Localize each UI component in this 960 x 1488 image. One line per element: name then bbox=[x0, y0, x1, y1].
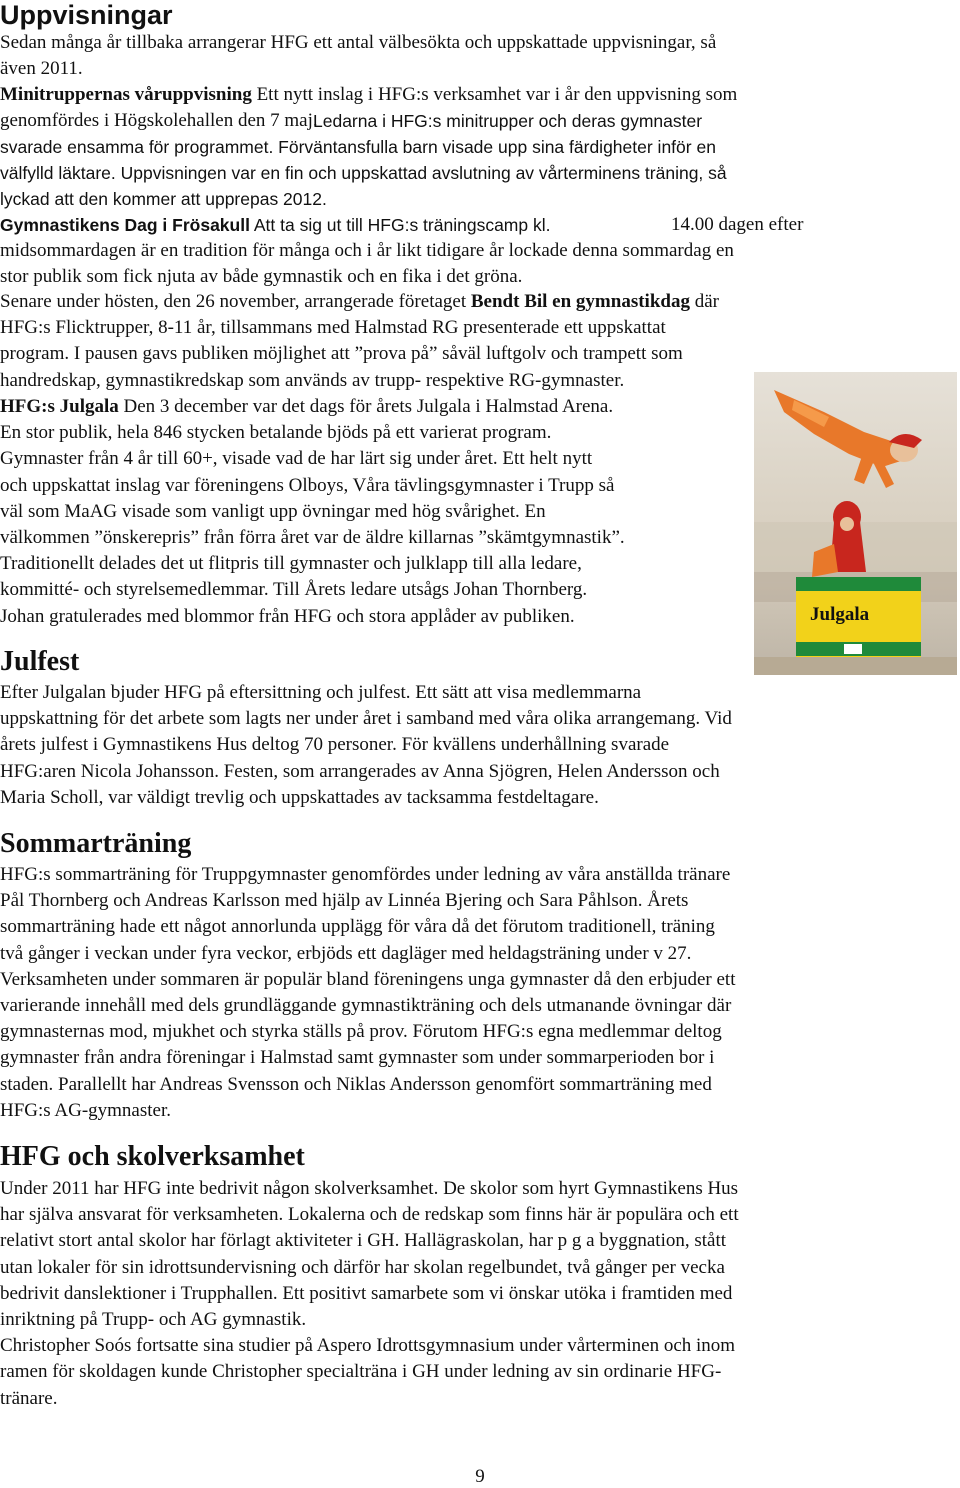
text-line: program. I pausen gavs publiken möjlighet att ”prova på” såväl luftgolv och trampett som bbox=[0, 343, 683, 365]
text-segment: Den 3 december var det dags för årets Julgala i Halmstad Arena. bbox=[118, 396, 614, 417]
text-line: välkommen ”önskerepris” från förra året var de äldre killarnas ”skämtgymnastik”. bbox=[0, 527, 625, 549]
gymnast-photo-drawing bbox=[754, 372, 957, 675]
text-line: även 2011. bbox=[0, 58, 83, 80]
text-line: HFG:s sommarträning för Truppgymnaster genomfördes under ledning av våra anställda tränare bbox=[0, 864, 731, 885]
text-segment: 14.00 dagen efter bbox=[671, 214, 804, 235]
inline-heading-julgala: HFG:s Julgala bbox=[0, 396, 119, 417]
text-line: uppskattning för det arbete som lagts ner under året i samband med våra olika arrangemang. Vid bbox=[0, 708, 732, 730]
photo-caption: Julgala bbox=[810, 604, 870, 625]
inline-heading-gymnastikdag: Gymnastikens Dag i Frösakull bbox=[0, 215, 250, 235]
text-line: handredskap, gymnastikredskap som används av trupp- respektive RG-gymnaster. bbox=[0, 369, 625, 391]
page-number: 9 bbox=[475, 1466, 485, 1487]
paragraph-sommartraning bbox=[0, 862, 960, 1124]
text-line: Christopher Soós fortsatte sina studier på Aspero Idrottsgymnasium under vårterminen och inom bbox=[0, 1335, 736, 1357]
text-line: midsommardagen är en tradition för många och i år likt tidigare år lockade denna sommardag en bbox=[0, 240, 734, 261]
text-line: En stor publik, hela 846 stycken betalande bjöds på ett varierat program. bbox=[0, 422, 552, 444]
text-line: relativt stort antal skolor har förlagt aktiviteter i GH. Hallägraskolan, har p g a byggnation, stått bbox=[0, 1230, 727, 1252]
text-line: två gånger i veckan under fyra veckor, erbjöds ett dagläger med heldagsträning under v 27. bbox=[0, 942, 692, 964]
text-line: sommarträning hade ett något annorlunda upplägg för våra då det förutom traditionell, träning bbox=[0, 916, 715, 938]
section-title-julfest: Julfest bbox=[0, 646, 80, 677]
text-line: Gymnaster från 4 år till 60+, visade vad de har lärt sig under året. Ett helt nytt bbox=[0, 448, 593, 470]
text-line: bedrivit danslektioner i Trupphallen. Ett positivt samarbete som vi önskar utöka i framtiden med bbox=[0, 1282, 733, 1304]
text-line: gymnasternas mod, mjukhet och styrka ställs på prov. Förutom HFG:s egna medlemmar deltog bbox=[0, 1021, 722, 1043]
text-line: HFG:aren Nicola Johansson. Festen, som arrangerades av Anna Sjögren, Helen Andersson och bbox=[0, 760, 720, 782]
text-line: genomfördes i Högskolehallen den 7 maj. bbox=[0, 110, 318, 132]
text-line: Pål Thornberg och Andreas Karlsson med hjälp av Linnéa Bjering och Sara Påhlson. Årets bbox=[0, 890, 689, 912]
text-line: inriktning på Trupp- och AG gymnastik. bbox=[0, 1309, 307, 1331]
text-line: kommitté- och styrelsemedlemmar. Till Årets ledare utsågs Johan Thornberg. bbox=[0, 579, 588, 601]
text-segment: Ett nytt inslag i HFG:s verksamhet var i år den uppvisning som bbox=[251, 84, 738, 105]
paragraph-julfest bbox=[0, 680, 960, 811]
text-segment: Att ta sig ut till HFG:s träningscamp kl. bbox=[249, 215, 551, 235]
paragraph-intro bbox=[0, 30, 960, 82]
text-segment: där bbox=[689, 291, 719, 312]
text-line: Sedan många år tillbaka arrangerar HFG ett antal välbesökta och uppskattade uppvisningar, så bbox=[0, 32, 717, 53]
text-line: gymnaster från andra föreningar i Halmstad samt gymnaster som under sommarperioden bor i bbox=[0, 1047, 715, 1069]
text-line: utan lokaler för sin idrottsundervisning och därför har skolan regelbundet, två gånger per vecka bbox=[0, 1256, 725, 1278]
text-line: staden. Parallellt har Andreas Svensson och Niklas Andersson genomfört sommarträning med bbox=[0, 1073, 712, 1095]
text-line: Efter Julgalan bjuder HFG på eftersittning och julfest. Ett sätt att visa medlemmarna bbox=[0, 682, 642, 703]
text-line: HFG:s AG-gymnaster. bbox=[0, 1099, 171, 1121]
text-line: tränare. bbox=[0, 1387, 58, 1409]
text-line: Traditionellt delades det ut flitpris till gymnaster och julklapp till alla ledare, bbox=[0, 553, 582, 575]
text-segment: Senare under hösten, den 26 november, arrangerade företaget bbox=[0, 291, 471, 312]
text-line: och uppskattat inslag var föreningens Olboys, Våra tävlingsgymnaster i Trupp så bbox=[0, 474, 615, 496]
text-line: lyckad att den kommer att upprepas 2012. bbox=[0, 189, 327, 209]
text-segment: Ledarna i HFG:s minitrupper och deras gymnaster bbox=[313, 111, 703, 131]
inline-heading-varuppvisning: Minitruppernas våruppvisning bbox=[0, 84, 252, 105]
text-line: väl som MaAG visade som vanligt upp övningar med hög svårighet. En bbox=[0, 500, 546, 522]
text-line: har själva ansvarat för verksamheten. Lokalerna och de redskap som finns här är populära och ett bbox=[0, 1204, 739, 1226]
text-line: varierande innehåll med dels grundläggande gymnastikträning och dels utmanande övningar där bbox=[0, 995, 732, 1017]
text-line: Under 2011 har HFG inte bedrivit någon skolverksamhet. De skolor som hyrt Gymnastikens Hus bbox=[0, 1178, 739, 1199]
gymnast-photo bbox=[754, 372, 957, 675]
section-title-uppvisningar: Uppvisningar bbox=[0, 0, 173, 30]
section-title-sommartraning: Sommarträning bbox=[0, 828, 192, 859]
text-line: Verksamheten under sommaren är populär bland föreningens unga gymnaster då den erbjuder ett bbox=[0, 968, 736, 990]
text-line: stor publik som fick njuta av både gymnastik och en fika i det gröna. bbox=[0, 266, 523, 287]
text-line: Maria Scholl, var väldigt trevlig och uppskattades av tacksamma festdeltagare. bbox=[0, 786, 599, 808]
text-line: HFG:s Flicktrupper, 8-11 år, tillsammans med Halmstad RG presenterade ett uppskattat bbox=[0, 317, 666, 339]
section-title-skolverksamhet: HFG och skolverksamhet bbox=[0, 1141, 305, 1172]
text-line: Johan gratulerades med blommor från HFG och stora applåder av publiken. bbox=[0, 605, 575, 627]
paragraph-skolverksamhet bbox=[0, 1176, 960, 1412]
inline-bold-bendt-bil: Bendt Bil en gymnastikdag bbox=[470, 291, 690, 312]
text-line: välfylld läktare. Uppvisningen var en fin och uppskattad avslutning av vårterminens träning, så bbox=[0, 163, 727, 183]
text-line: årets julfest i Gymnastikens Hus deltog 70 personer. För kvällens underhållning svarade bbox=[0, 734, 670, 756]
text-line: ramen för skoldagen kunde Christopher specialträna i GH under ledning av sin ordinarie HFG- bbox=[0, 1361, 722, 1383]
text-line: svarade ensamma för programmet. Förväntansfulla barn visade upp sina färdigheter inför en bbox=[0, 137, 716, 157]
